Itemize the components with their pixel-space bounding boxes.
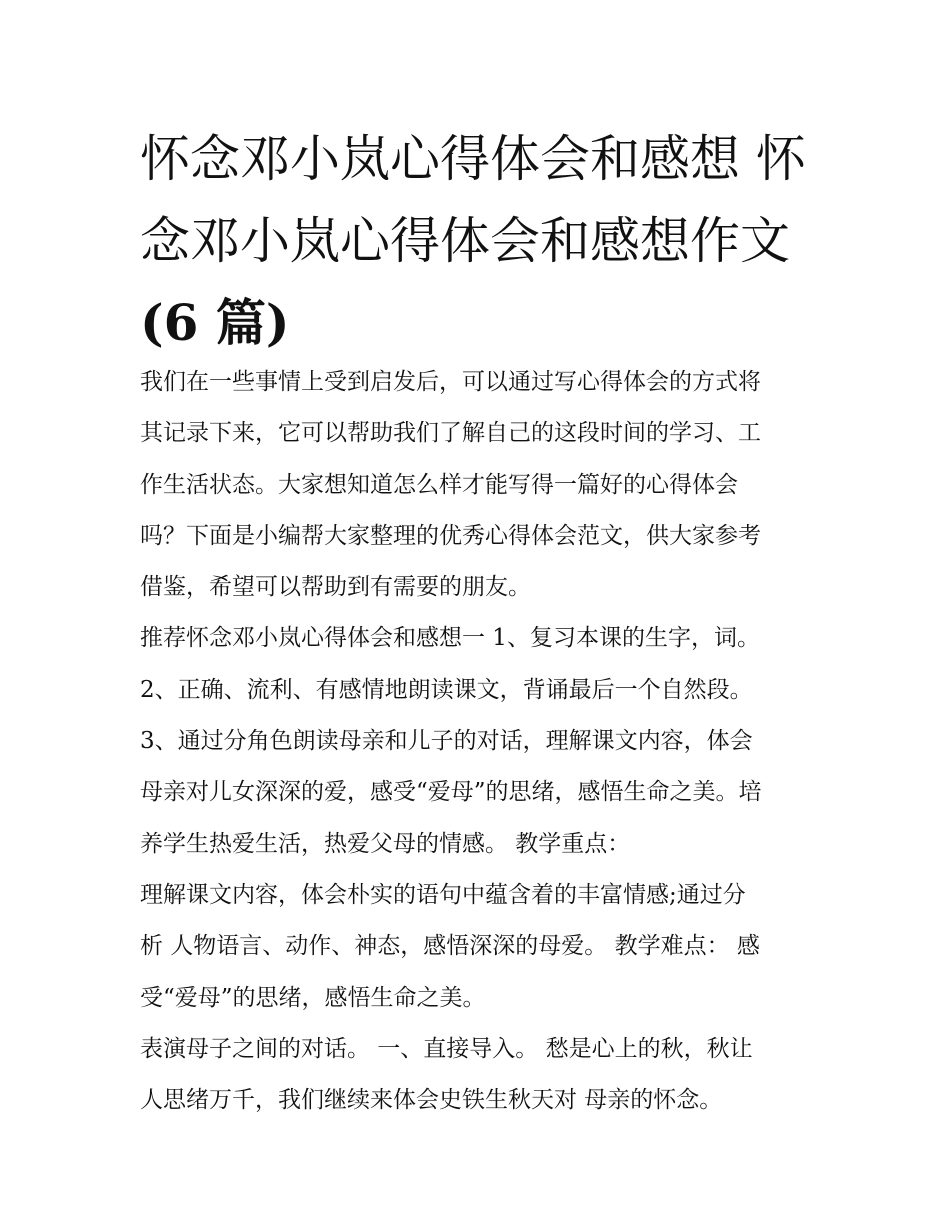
body-line: 借鉴，希望可以帮助到有需要的朋友。: [140, 574, 531, 601]
title-line: 念邓小岚心得体会和感想作文: [140, 212, 790, 270]
title-line: 怀念邓小岚心得体会和感想 怀: [140, 130, 806, 188]
body-line: 推荐怀念邓小岚心得体会和感想一 1、复习本课的生字，词。: [140, 625, 760, 652]
body-line: 2、正确、流利、有感情地朗读课文，背诵最后一个自然段。: [140, 676, 753, 703]
body-line: 母亲对儿女深深的爱，感受“爱母”的思绪，感悟生命之美。培: [140, 779, 762, 806]
body-line: 受“爱母”的思绪，感悟生命之美。: [140, 984, 486, 1011]
body-line: 表演母子之间的对话。 一、直接导入。 愁是心上的秋，秋让: [140, 1035, 753, 1062]
body-line: 作生活状态。大家想知道怎么样才能写得一篇好的心得体会: [140, 471, 738, 498]
body-line: 理解课文内容，体会朴实的语句中蕴含着的丰富情感;通过分: [140, 881, 746, 908]
body-line: 其记录下来，它可以帮助我们了解自己的这段时间的学习、工: [140, 420, 761, 447]
body-line: 析 人物语言、动作、神态，感悟深深的母爱。 教学难点： 感: [140, 933, 760, 960]
body-line: 养学生热爱生活，热爱父母的情感。 教学重点：: [140, 830, 631, 857]
body-line: 3、通过分角色朗读母亲和儿子的对话，理解课文内容，体会: [140, 728, 753, 755]
document-title: [140, 118, 820, 364]
body-line: 我们在一些事情上受到启发后，可以通过写心得体会的方式将: [140, 369, 761, 395]
title-line: (6 篇): [140, 293, 290, 352]
body-line: 人思绪万千，我们继续来体会史铁生秋天对 母亲的怀念。: [140, 1087, 723, 1114]
document-body: [140, 357, 820, 1126]
body-line: 吗？下面是小编帮大家整理的优秀心得体会范文，供大家参考: [140, 522, 761, 549]
